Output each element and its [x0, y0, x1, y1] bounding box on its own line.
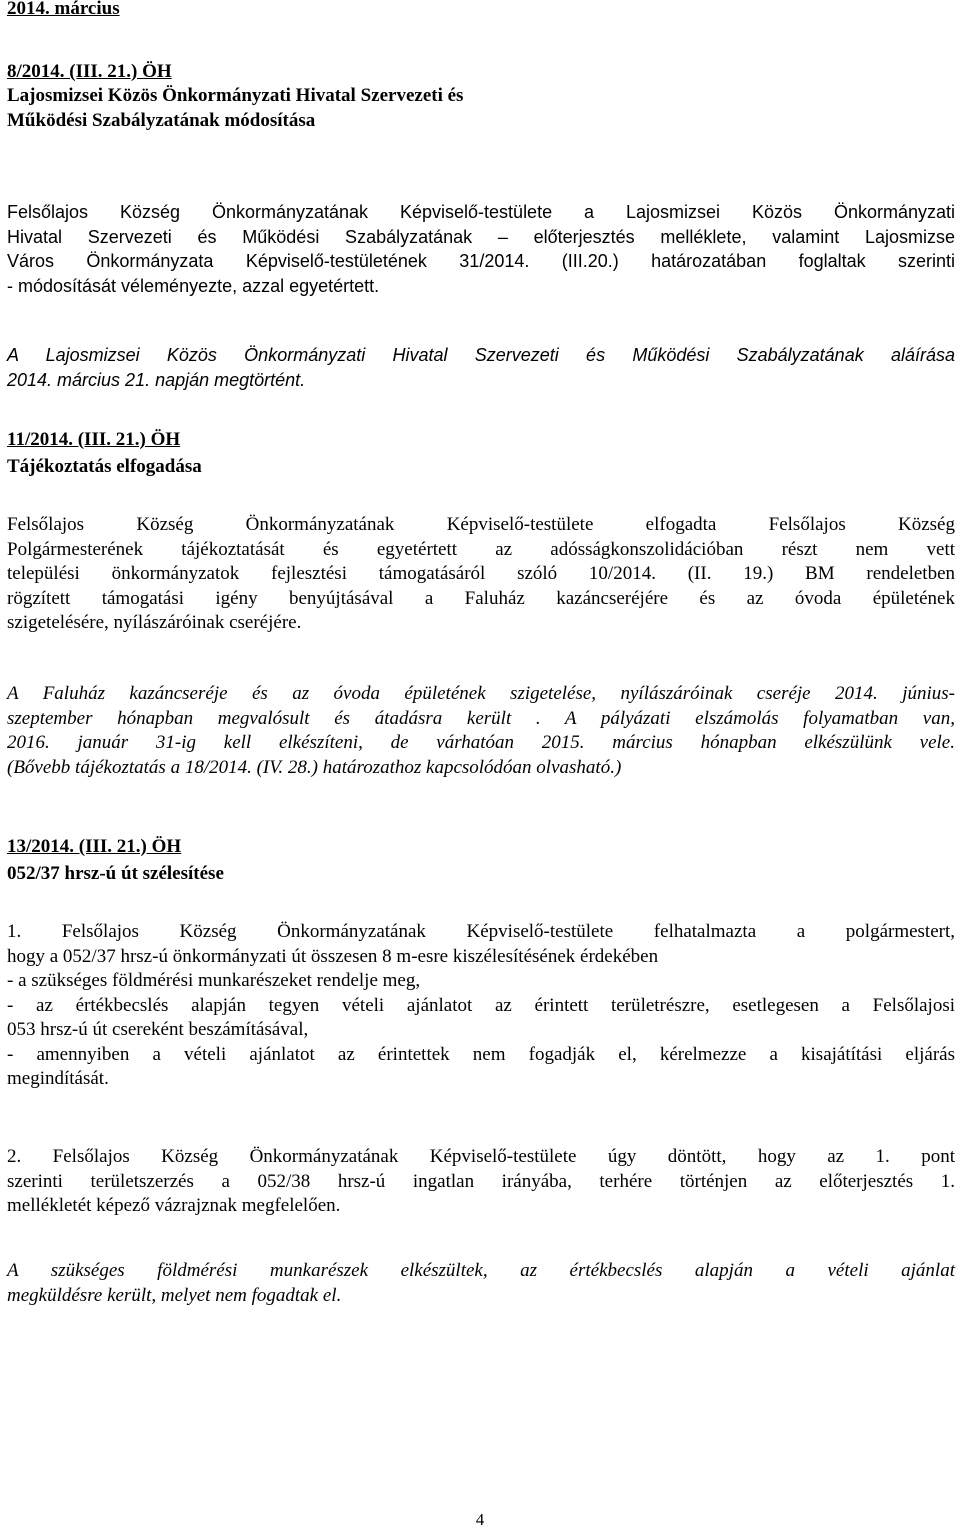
point-line: 053 hrsz-ú út csereként beszámításával, [7, 1019, 309, 1040]
status-note-8 [7, 343, 955, 392]
title-line: Működési Szabályzatának módosítása [7, 109, 316, 131]
point-line: megindítását. [7, 1068, 109, 1089]
month-heading: 2014. március [7, 0, 120, 19]
status-note-11 [7, 682, 955, 780]
point-line: 1. Felsőlajos Község Önkormányzatának Képviselő-testülete felhatalmazta a polgármestert, [7, 921, 955, 942]
page-number: 4 [475, 1510, 485, 1529]
body-line: szigetelésére, nyílászáróinak cseréjére. [7, 612, 302, 633]
point-line: - a szükséges földmérési munkarészeket rendelje meg, [7, 970, 421, 991]
body-line: települési önkormányzatok fejlesztési támogatásáról szóló 10/2014. (II. 19.) BM rendeletben [7, 563, 955, 584]
note-line: 2016. január 31-ig kell elkészíteni, de várhatóan 2015. március hónapban elkészülünk vele. [7, 732, 955, 753]
resolution-point-1 [7, 920, 955, 1092]
point-line: hogy a 052/37 hrsz-ú önkormányzati út összesen 8 m-esre kiszélesítésének érdekében [7, 945, 659, 967]
point-line: - az értékbecslés alapján tegyen vételi ajánlatot az érintett területrészre, esetlegesen a Felsőlajosi [7, 994, 955, 1016]
resolution-number-8: 8/2014. (III. 21.) ÖH [7, 61, 172, 82]
point-line: - amennyiben a vételi ajánlatot az érintettek nem fogadják el, kérelmezze a kisajátítási eljárás [7, 1043, 955, 1065]
resolution-title-11: Tájékoztatás elfogadása [7, 456, 202, 477]
point-line: mellékletét képező vázrajznak megfelelően. [7, 1195, 341, 1216]
note-line: A szükséges földmérési munkarészek elkészültek, az értékbecslés alapján a vételi ajánlat [7, 1260, 955, 1281]
note-line: 2014. március 21. napján megtörtént. [7, 369, 306, 390]
body-line: rögzített támogatási igény benyújtásával a Faluház kazáncseréjére és az óvoda épületének [7, 587, 955, 609]
resolution-title-8 [7, 84, 955, 133]
body-line: Felsőlajos Község Önkormányzatának Képviselő-testülete elfogadta Felsőlajos Község [7, 514, 955, 535]
title-line: Lajosmizsei Közös Önkormányzati Hivatal Szervezeti és [7, 85, 464, 106]
point-line: szerinti területszerzés a 052/38 hrsz-ú ingatlan irányába, terhére történjen az előterjesztés 1. [7, 1170, 955, 1192]
point-line: 2. Felsőlajos Község Önkormányzatának Képviselő-testülete úgy döntött, hogy az 1. pont [7, 1146, 955, 1167]
status-note-13 [7, 1259, 955, 1308]
body-line: Város Önkormányzata Képviselő-testületének 31/2014. (III.20.) határozatában foglaltak szerinti [7, 251, 955, 271]
resolution-number-11: 11/2014. (III. 21.) ÖH [7, 429, 181, 450]
note-line: szeptember hónapban megvalósult és átadásra került . A pályázati elszámolás folyamatban van, [7, 707, 955, 729]
body-line: Felsőlajos Község Önkormányzatának Képviselő-testülete a Lajosmizsei Közös Önkormányzati [7, 202, 955, 222]
note-line: A Faluház kazáncseréje és az óvoda épületének szigetelése, nyílászáróinak cseréje 2014. június- [7, 683, 955, 704]
resolution-number-13: 13/2014. (III. 21.) ÖH [7, 836, 182, 857]
note-line: (Bővebb tájékoztatás a 18/2014. (IV. 28.) határozathoz kapcsolódóan olvasható.) [7, 756, 622, 778]
resolution-body-8 [7, 200, 955, 298]
body-line: Hivatal Szervezeti és Működési Szabályzatának – előterjesztés melléklete, valamint Lajosmizse [7, 226, 955, 247]
resolution-body-11 [7, 513, 955, 636]
note-line: megküldésre került, melyet nem fogadtak el. [7, 1284, 342, 1306]
body-line: - módosítását véleményezte, azzal egyetértett. [7, 275, 380, 296]
note-line: A Lajosmizsei Közös Önkormányzati Hivatal Szervezeti és Működési Szabályzatának aláírása [7, 345, 955, 365]
resolution-point-2 [7, 1145, 955, 1219]
body-line: Polgármesterének tájékoztatását és egyetértett az adósságkonszolidációban részt nem vett [7, 538, 955, 560]
resolution-title-13: 052/37 hrsz-ú út szélesítése [7, 863, 224, 884]
